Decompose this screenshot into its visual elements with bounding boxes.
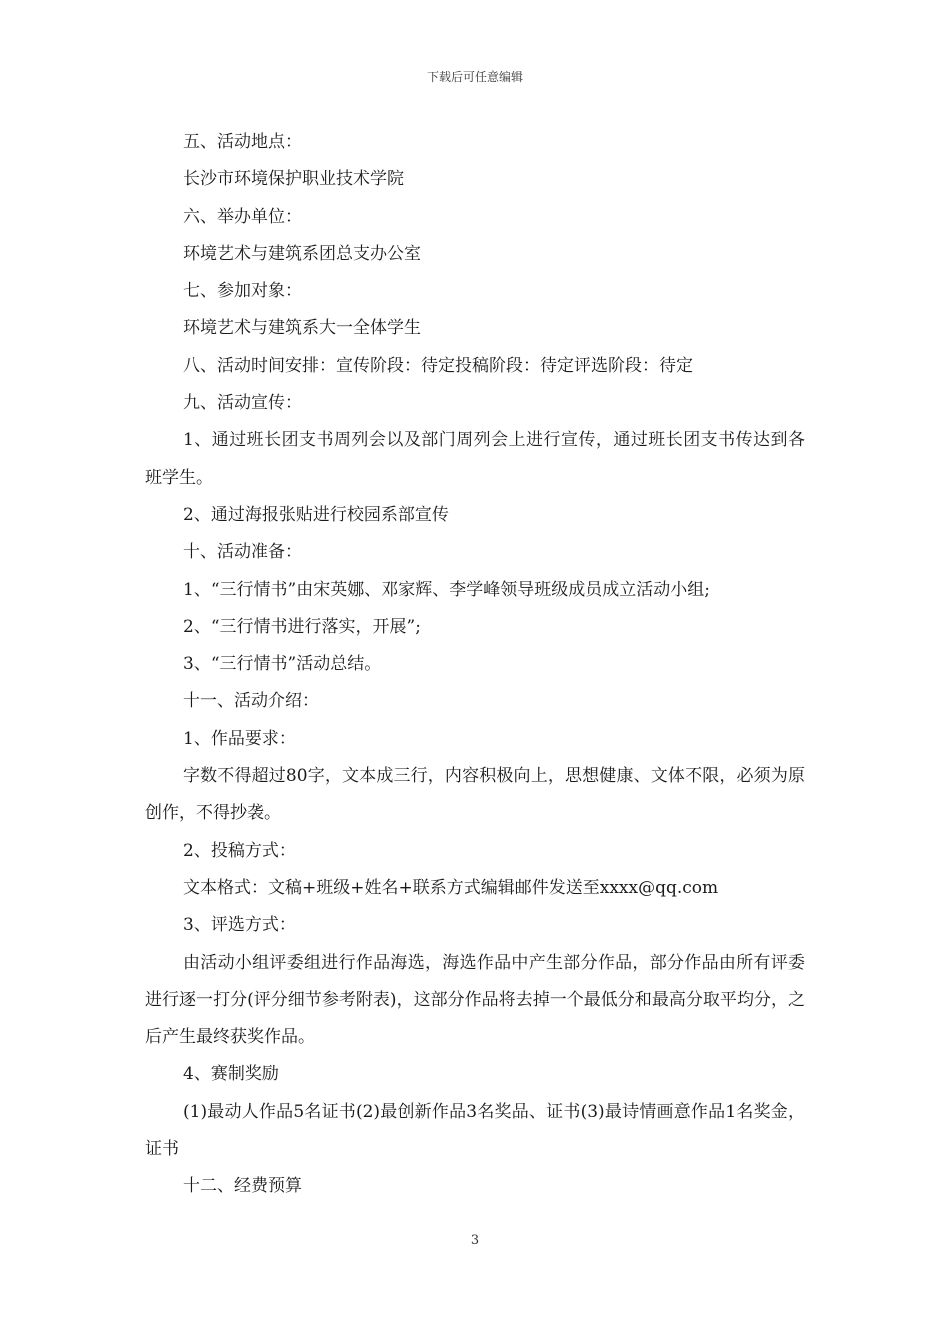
section-heading-preparation: 十、活动准备： [183, 542, 302, 563]
requirements-text: 字数不得超过80字，文本成三行，内容积极向上，思想健康、文体不限，必须为原创作，不得抄袭。 [145, 766, 805, 824]
preparation-item-1: 1、“三行情书”由宋英娜、邓家辉、李学峰领导班级成员成立活动小组; [183, 579, 710, 600]
organizer-text: 环境艺术与建筑系团总支办公室 [183, 243, 421, 264]
section-heading-participants: 七、参加对象： [183, 281, 302, 302]
submission-text: 文本格式：文稿+班级+姓名+联系方式编辑邮件发送至xxxx@qq.com [183, 877, 719, 898]
subheading-selection: 3、评选方式： [183, 915, 296, 936]
subheading-awards: 4、赛制奖励 [183, 1064, 279, 1085]
promotion-item-2: 2、通过海报张贴进行校园系部宣传 [183, 504, 449, 525]
document-body [145, 124, 805, 1206]
preparation-item-2: 2、“三行情书进行落实，开展”; [183, 616, 421, 637]
section-heading-venue: 五、活动地点： [183, 132, 302, 152]
subheading-requirements: 1、作品要求： [183, 728, 296, 749]
page-number: 3 [470, 1233, 480, 1248]
promotion-item-1: 1、通过班长团支书周列会以及部门周列会上进行宣传，通过班长团支书传达到各班学生。 [145, 430, 805, 488]
page-header-note: 下载后可任意编辑 [426, 70, 523, 84]
selection-text: 由活动小组评委组进行作品海选，海选作品中产生部分作品，部分作品由所有评委进行逐一打分(评分细节参考附表)，这部分作品将去掉一个最低分和最高分取平均分，之后产生最终获奖作品。 [145, 952, 805, 1048]
section-heading-organizer: 六、举办单位： [183, 206, 302, 227]
schedule-text: 八、活动时间安排：宣传阶段：待定投稿阶段：待定评选阶段：待定 [183, 355, 693, 376]
section-heading-introduction: 十一、活动介绍： [183, 691, 319, 712]
subheading-submission: 2、投稿方式： [183, 840, 296, 861]
preparation-item-3: 3、“三行情书”活动总结。 [183, 654, 382, 675]
venue-text: 长沙市环境保护职业技术学院 [183, 169, 404, 190]
section-heading-promotion: 九、活动宣传： [183, 393, 302, 414]
section-heading-budget: 十二、经费预算 [183, 1176, 302, 1197]
awards-text: (1)最动人作品5名证书(2)最创新作品3名奖品、证书(3)最诗情画意作品1名奖金，证书 [145, 1101, 805, 1160]
participants-text: 环境艺术与建筑系大一全体学生 [183, 318, 421, 339]
